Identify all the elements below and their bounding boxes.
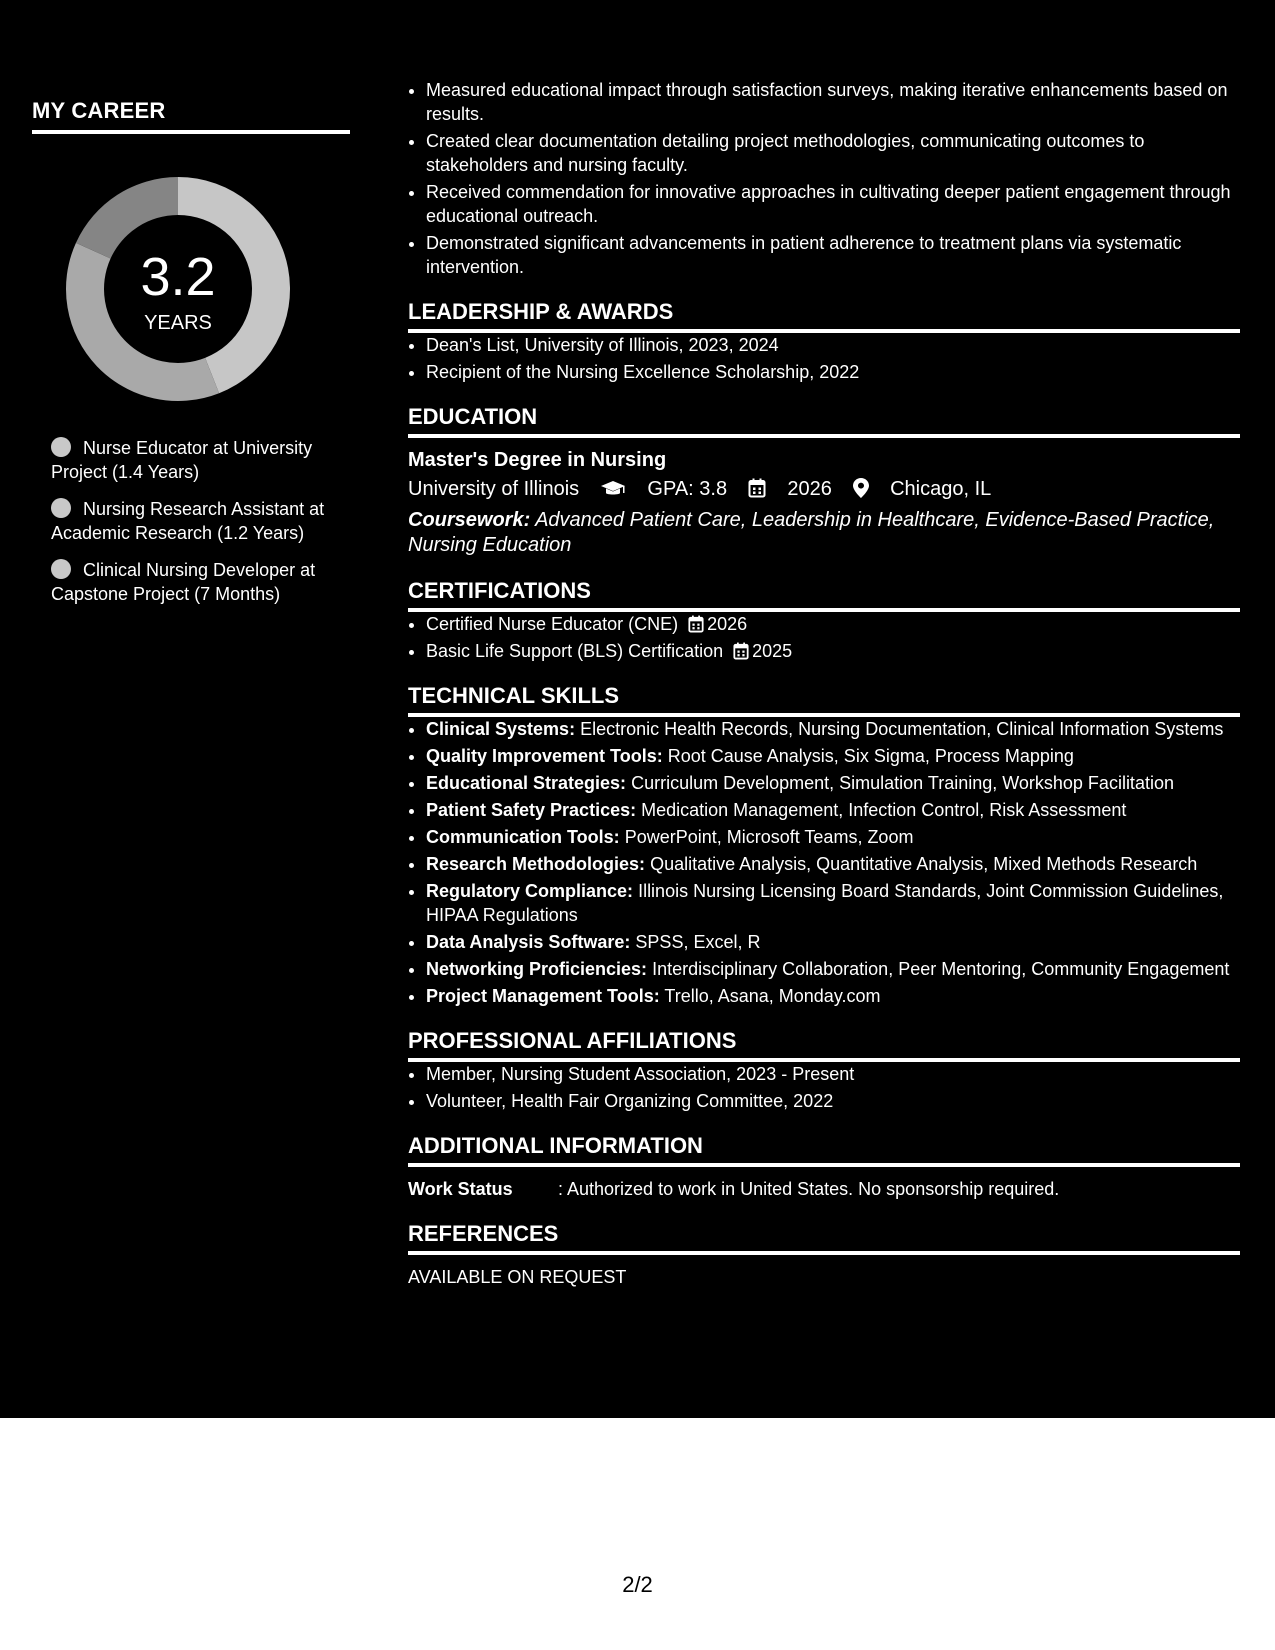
legend-dot <box>51 498 71 518</box>
list-item <box>426 612 1240 636</box>
skill-label: Research Methodologies: <box>426 854 646 874</box>
skills-list <box>408 717 1240 1008</box>
list-item: • Member, Nursing Student Association, 2023 - Present <box>426 1062 1240 1086</box>
list-item <box>426 879 1240 927</box>
career-heading: MY CAREER <box>32 98 350 134</box>
list-item: • Demonstrated significant advancements in patient adherence to treatment plans via systematic intervention. <box>426 231 1240 279</box>
list-item <box>426 984 1240 1008</box>
legend-dot <box>51 437 71 457</box>
references-heading: REFERENCES <box>408 1221 1240 1255</box>
skill-value: Electronic Health Records, Nursing Documentation, Clinical Information Systems <box>580 719 1224 739</box>
list-item: • Measured educational impact through satisfaction surveys, making iterative enhancements based on results. <box>426 78 1240 126</box>
career-donut-chart <box>64 175 292 403</box>
school-location: Chicago, IL <box>890 478 992 500</box>
list-item: • Received commendation for innovative approaches in cultivating deeper patient engagement through educational outreach. <box>426 180 1240 228</box>
list-item <box>426 825 1240 849</box>
education-heading: EDUCATION <box>408 404 1240 438</box>
skill-value: SPSS, Excel, R <box>635 932 761 952</box>
work-status-label: Work Status <box>408 1179 513 1199</box>
legend-item <box>51 436 331 484</box>
skill-value: Qualitative Analysis, Quantitative Analysis, Mixed Methods Research <box>650 854 1198 874</box>
skill-value: Medication Management, Infection Control, Risk Assessment <box>641 800 1127 820</box>
skill-value: Illinois Nursing Licensing Board Standards, Joint Commission Guidelines, HIPAA Regulations <box>426 881 1224 925</box>
certification-name: Certified Nurse Educator (CNE) <box>426 614 679 634</box>
skill-label: Data Analysis Software: <box>426 932 631 952</box>
skill-label: Project Management Tools: <box>426 986 660 1006</box>
certification-year: 2025 <box>752 641 793 661</box>
leadership-heading: LEADERSHIP & AWARDS <box>408 299 1240 333</box>
gpa: GPA: 3.8 <box>647 478 728 500</box>
work-status-value: : Authorized to work in United States. No sponsorship required. <box>558 1179 1060 1199</box>
location-pin-icon <box>853 478 869 498</box>
skill-label: Clinical Systems: <box>426 719 576 739</box>
legend-dot <box>51 559 71 579</box>
skill-value: Interdisciplinary Collaboration, Peer Mentoring, Community Engagement <box>652 959 1230 979</box>
skill-value: Curriculum Development, Simulation Training, Workshop Facilitation <box>631 773 1174 793</box>
affiliations-heading: PROFESSIONAL AFFILIATIONS <box>408 1028 1240 1062</box>
affiliations-list <box>408 1062 1240 1113</box>
additional-info-heading: ADDITIONAL INFORMATION <box>408 1133 1240 1167</box>
legend-label: Nurse Educator at University Project (1.4 Years) <box>51 438 313 482</box>
skill-label: Educational Strategies: <box>426 773 627 793</box>
list-item: • Volunteer, Health Fair Organizing Committee, 2022 <box>426 1089 1240 1113</box>
experience-bullets <box>408 78 1240 279</box>
calendar-icon <box>688 615 704 633</box>
leadership-list <box>408 333 1240 384</box>
list-item <box>426 744 1240 768</box>
skill-label: Quality Improvement Tools: <box>426 746 663 766</box>
list-item <box>426 930 1240 954</box>
list-item <box>426 639 1240 663</box>
skills-heading: TECHNICAL SKILLS <box>408 683 1240 717</box>
coursework-label: Coursework: <box>408 509 531 531</box>
references-text: AVAILABLE ON REQUEST <box>408 1267 627 1287</box>
calendar-icon <box>733 642 749 660</box>
list-item <box>426 852 1240 876</box>
list-item <box>426 717 1240 741</box>
list-item: • Recipient of the Nursing Excellence Scholarship, 2022 <box>426 360 1240 384</box>
skill-label: Regulatory Compliance: <box>426 881 634 901</box>
list-item: • Created clear documentation detailing project methodologies, communicating outcomes to stakeholders and nursing faculty. <box>426 129 1240 177</box>
skill-value: Root Cause Analysis, Six Sigma, Process Mapping <box>667 746 1074 766</box>
donut-center-value: 3.2 <box>140 247 216 307</box>
legend-label: Clinical Nursing Developer at Capstone Project (7 Months) <box>51 560 316 604</box>
coursework-text: Advanced Patient Care, Leadership in Healthcare, Evidence-Based Practice, Nursing Education <box>408 509 1215 556</box>
certification-name: Basic Life Support (BLS) Certification <box>426 641 724 661</box>
list-item <box>426 957 1240 981</box>
certifications-heading: CERTIFICATIONS <box>408 578 1240 612</box>
school-name: University of Illinois <box>408 478 580 500</box>
education-details <box>408 474 1240 504</box>
certification-year: 2026 <box>707 614 748 634</box>
skill-value: PowerPoint, Microsoft Teams, Zoom <box>624 827 914 847</box>
coursework <box>408 508 1240 558</box>
skill-label: Communication Tools: <box>426 827 620 847</box>
legend-item <box>51 558 331 606</box>
graduation-year: 2026 <box>787 478 832 500</box>
page-number: 2/2 <box>622 1572 653 1597</box>
calendar-icon <box>748 478 766 498</box>
list-item: • Dean's List, University of Illinois, 2023, 2024 <box>426 333 1240 357</box>
legend-label: Nursing Research Assistant at Academic Research (1.2 Years) <box>51 499 325 543</box>
skill-value: Trello, Asana, Monday.com <box>664 986 881 1006</box>
list-item <box>426 771 1240 795</box>
career-legend <box>51 436 331 619</box>
sidebar <box>0 0 382 1418</box>
donut-center-unit: YEARS <box>144 312 212 334</box>
degree-title: Master's Degree in Nursing <box>408 449 667 471</box>
list-item <box>426 798 1240 822</box>
skill-label: Patient Safety Practices: <box>426 800 637 820</box>
skill-label: Networking Proficiencies: <box>426 959 648 979</box>
certifications-list <box>408 612 1240 663</box>
legend-item <box>51 497 331 545</box>
graduation-cap-icon <box>600 480 626 498</box>
work-status-row <box>408 1177 1240 1201</box>
main-column <box>408 78 1240 1289</box>
